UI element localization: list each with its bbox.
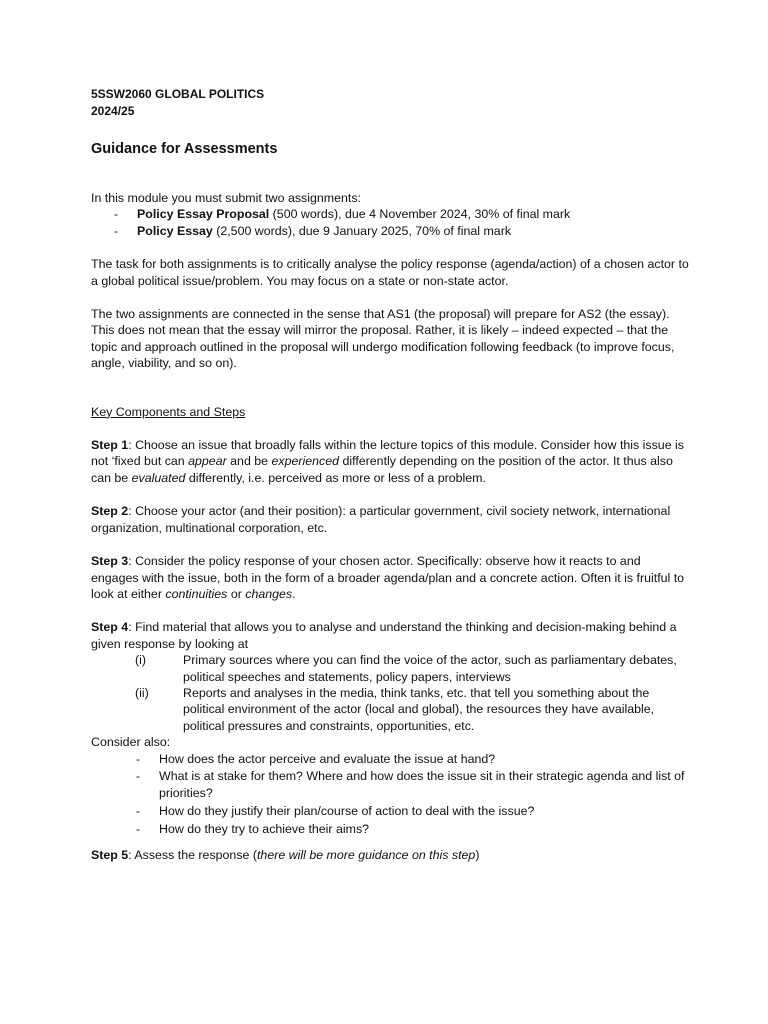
list-item bbox=[91, 803, 691, 819]
step-label: Step 1 bbox=[91, 438, 129, 453]
step-emphasis: evaluated bbox=[131, 470, 186, 485]
assignment-list bbox=[91, 206, 691, 239]
step-emphasis: there will be more guidance on this step bbox=[256, 848, 476, 863]
page-title: Guidance for Assessments bbox=[91, 141, 278, 157]
list-item bbox=[91, 685, 691, 734]
list-item bbox=[91, 751, 691, 767]
connection-paragraph: The two assignments are connected in the sense that AS1 (the proposal) will prepare for AS2 (the essay). This does not mean that the essay will mirror the proposal. Rather, it is likely – indeed expected – that the topic and approach outlined in the proposal will undergo modification following feedback (to improve focus, angle, viability, and so on). bbox=[91, 307, 675, 371]
consider-text: How do they justify their plan/course of action to deal with the issue? bbox=[159, 803, 535, 818]
step-emphasis: continuities bbox=[165, 586, 228, 601]
consider-text: How does the actor perceive and evaluate the issue at hand? bbox=[159, 751, 496, 766]
step-text: differently, i.e. perceived as more or less of a problem. bbox=[185, 470, 486, 485]
academic-year: 2024/25 bbox=[91, 104, 135, 118]
task-paragraph: The task for both assignments is to critically analyse the policy response (agenda/action) of a chosen actor to a global political issue/problem. You may focus on a state or non-state actor. bbox=[91, 257, 689, 288]
assignment-details: (500 words), due 4 November 2024, 30% of final mark bbox=[269, 207, 571, 222]
list-item bbox=[91, 652, 691, 685]
assignment-name: Policy Essay Proposal bbox=[137, 207, 270, 222]
step-text: differently depending on the position of the actor. It thus also can be bbox=[91, 454, 673, 485]
step-emphasis: changes bbox=[245, 586, 293, 601]
list-dash: - bbox=[136, 751, 141, 766]
source-text: Reports and analyses in the media, think tanks, etc. that tell you something about the political environment of the actor (local and global), the resources they have available, political pressures and constraints, opportunities, etc. bbox=[183, 685, 655, 733]
list-item bbox=[91, 206, 691, 222]
list-dash: - bbox=[114, 223, 119, 238]
list-item bbox=[91, 821, 691, 837]
step-label: Step 2 bbox=[91, 504, 129, 519]
list-dash: - bbox=[114, 207, 119, 222]
step-5 bbox=[91, 847, 691, 863]
step-label: Step 3 bbox=[91, 554, 129, 569]
step-text: or bbox=[227, 586, 246, 601]
step-text: : Choose an issue that broadly falls within the lecture topics of this module. Consider how this issue is not ‘fixed but can bbox=[91, 438, 684, 469]
consider-text: What is at stake for them? Where and how does the issue sit in their strategic agenda and list of priorities? bbox=[159, 769, 685, 800]
consider-label: Consider also: bbox=[91, 735, 171, 750]
list-item bbox=[91, 223, 691, 239]
assignment-details: (2,500 words), due 9 January 2025, 70% of final mark bbox=[212, 223, 512, 238]
step-text: ) bbox=[475, 848, 480, 863]
list-number: (i) bbox=[135, 653, 147, 668]
step-text: and be bbox=[226, 454, 272, 469]
step-4 bbox=[91, 619, 691, 652]
assignment-name: Policy Essay bbox=[137, 223, 213, 238]
step-text: : Find material that allows you to analyse and understand the thinking and decision-making behind a given response by looking at bbox=[91, 620, 677, 651]
step-3 bbox=[91, 553, 691, 602]
list-dash: - bbox=[136, 803, 141, 818]
list-item bbox=[91, 768, 691, 801]
list-dash: - bbox=[136, 769, 141, 784]
source-text: Primary sources where you can find the voice of the actor, such as parliamentary debates, political speeches and statements, policy papers, interviews bbox=[183, 653, 677, 684]
step-emphasis: experienced bbox=[271, 454, 340, 469]
list-dash: - bbox=[136, 821, 141, 836]
section-heading: Key Components and Steps bbox=[91, 404, 246, 419]
list-number: (ii) bbox=[135, 685, 149, 700]
step-text: . bbox=[292, 586, 296, 601]
document-content bbox=[91, 86, 691, 864]
consider-list bbox=[91, 751, 691, 838]
step-label: Step 5 bbox=[91, 848, 129, 863]
course-code: 5SSW2060 GLOBAL POLITICS bbox=[91, 87, 265, 101]
step-text: : Assess the response ( bbox=[128, 848, 257, 863]
intro-text: In this module you must submit two assignments: bbox=[91, 191, 361, 205]
consider-text: How do they try to achieve their aims? bbox=[159, 821, 370, 836]
step-1 bbox=[91, 437, 691, 486]
step-text: : Consider the policy response of your chosen actor. Specifically: observe how it reacts to and engages with the issue, both in the form of a broader agenda/plan and a concrete action. Often it is fruitful to look at either bbox=[91, 554, 685, 601]
step-label: Step 4 bbox=[91, 620, 129, 635]
source-list bbox=[91, 652, 691, 734]
step-text: : Choose your actor (and their position): a particular government, civil society network, international organization, multinational corporation, etc. bbox=[91, 504, 671, 535]
step-2 bbox=[91, 503, 691, 536]
step-emphasis: appear bbox=[188, 454, 227, 469]
